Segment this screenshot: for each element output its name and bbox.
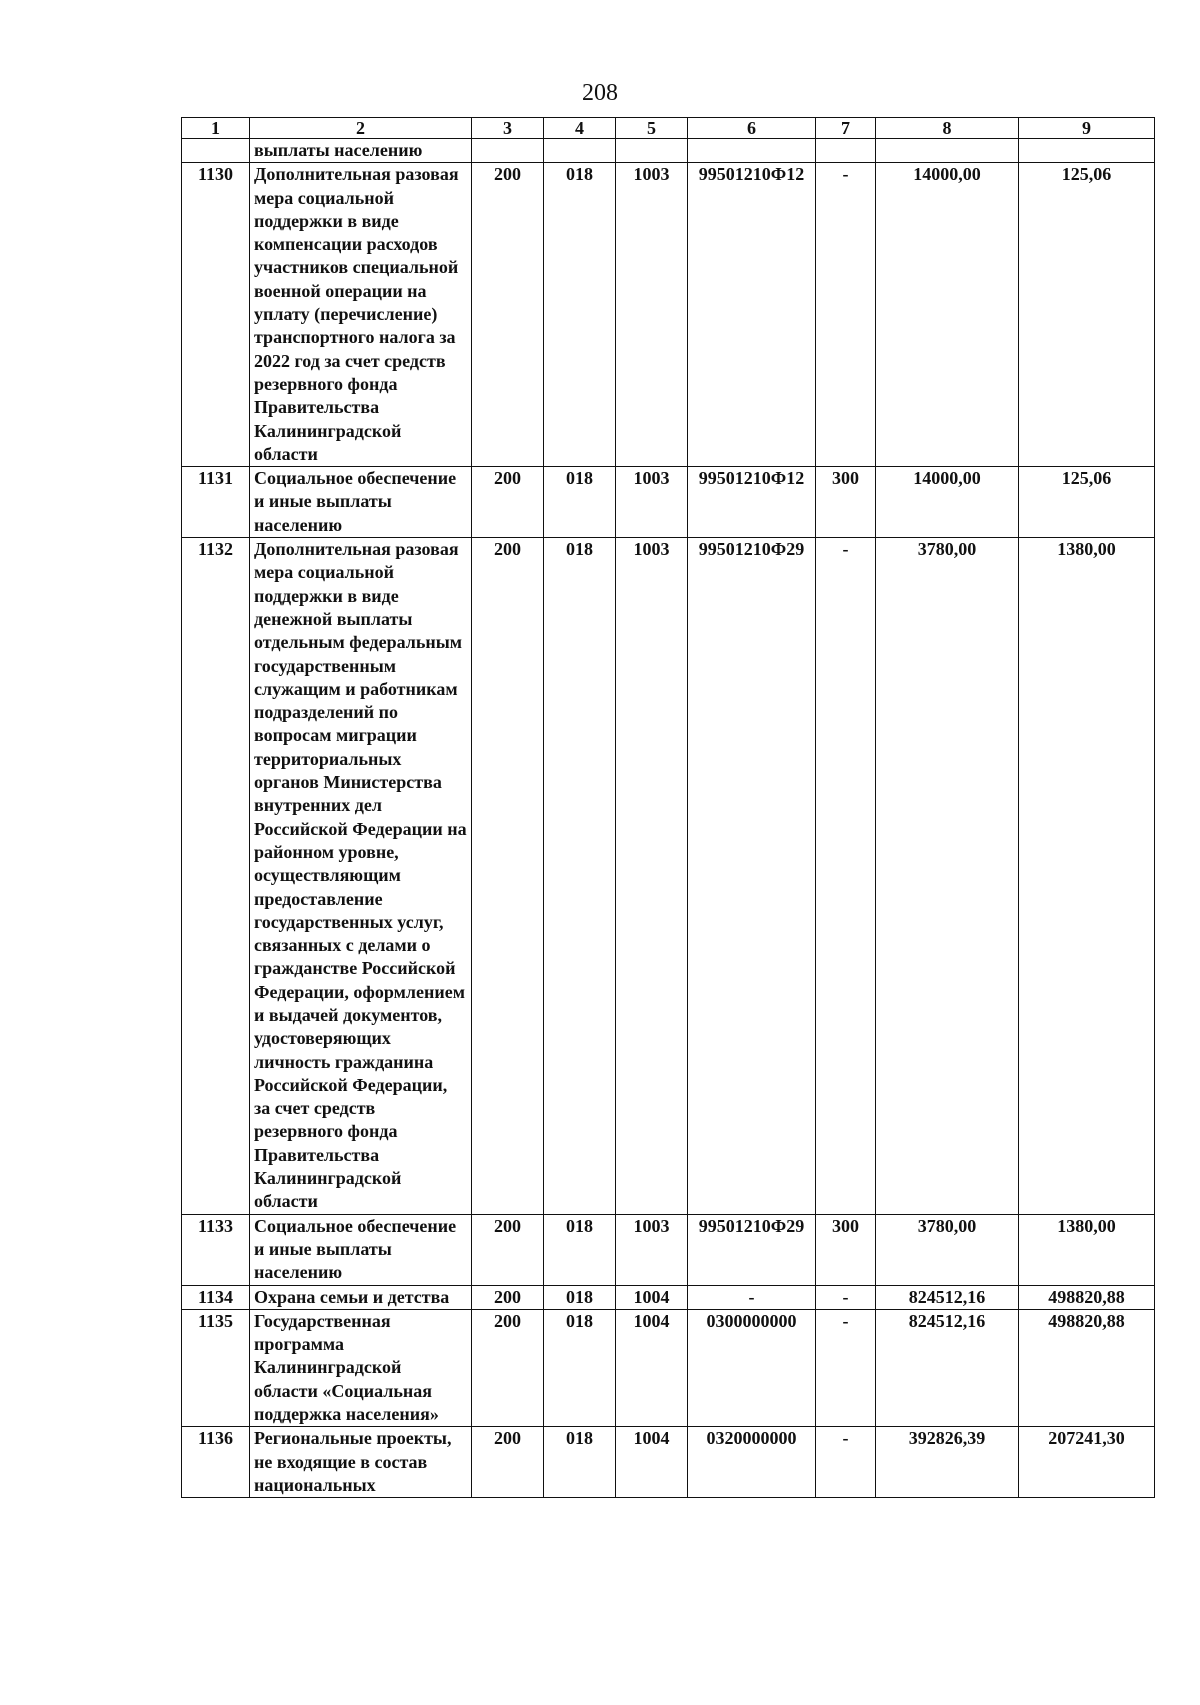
code-cell: -: [816, 1309, 876, 1426]
row-id-cell: 1136: [182, 1427, 250, 1498]
column-header: 9: [1019, 118, 1155, 139]
table-row: [182, 163, 1155, 467]
code-cell: [688, 139, 816, 163]
row-id-cell: 1131: [182, 467, 250, 538]
code-cell: 0300000000: [688, 1309, 816, 1426]
amount-cell: 14000,00: [876, 163, 1019, 467]
column-header: 2: [250, 118, 472, 139]
amount-cell: 498820,88: [1019, 1309, 1155, 1426]
code-cell: 99501210Ф29: [688, 1214, 816, 1285]
code-cell: -: [816, 538, 876, 1215]
table-row: [182, 1285, 1155, 1309]
amount-cell: 14000,00: [876, 467, 1019, 538]
code-cell: 300: [816, 467, 876, 538]
column-header: 5: [616, 118, 688, 139]
description-cell: Охрана семьи и детства: [250, 1285, 472, 1309]
description-cell: Дополнительная разовая мера социальной поддержки в виде компенсации расходов участников специальной военной операции на уплату (перечисление) транспортного налога за 2022 год за счет средств резервного фонда Правительства Калининградской области: [250, 163, 472, 467]
header-row: [182, 118, 1155, 139]
page-number: 208: [582, 80, 618, 106]
code-cell: 200: [472, 1285, 544, 1309]
code-cell: 99501210Ф12: [688, 163, 816, 467]
budget-table: [181, 117, 1155, 1498]
code-cell: 1003: [616, 467, 688, 538]
code-cell: 018: [544, 1214, 616, 1285]
amount-cell: 1380,00: [1019, 538, 1155, 1215]
amount-cell: 392826,39: [876, 1427, 1019, 1498]
amount-cell: [876, 139, 1019, 163]
code-cell: 0320000000: [688, 1427, 816, 1498]
description-cell: выплаты населению: [250, 139, 472, 163]
amount-cell: 824512,16: [876, 1309, 1019, 1426]
code-cell: 018: [544, 538, 616, 1215]
description-cell: Социальное обеспечение и иные выплаты населению: [250, 1214, 472, 1285]
code-cell: -: [816, 163, 876, 467]
table-row: [182, 1214, 1155, 1285]
code-cell: -: [816, 1285, 876, 1309]
code-cell: [472, 139, 544, 163]
column-header: 8: [876, 118, 1019, 139]
row-id-cell: [182, 139, 250, 163]
table-row: [182, 139, 1155, 163]
column-header: 7: [816, 118, 876, 139]
code-cell: [616, 139, 688, 163]
code-cell: 018: [544, 1285, 616, 1309]
code-cell: 018: [544, 467, 616, 538]
amount-cell: [1019, 139, 1155, 163]
code-cell: 018: [544, 163, 616, 467]
code-cell: 018: [544, 1309, 616, 1426]
amount-cell: 125,06: [1019, 163, 1155, 467]
code-cell: -: [816, 1427, 876, 1498]
code-cell: 1003: [616, 1214, 688, 1285]
code-cell: 99501210Ф12: [688, 467, 816, 538]
code-cell: 1004: [616, 1285, 688, 1309]
row-id-cell: 1133: [182, 1214, 250, 1285]
amount-cell: 498820,88: [1019, 1285, 1155, 1309]
table-row: [182, 538, 1155, 1215]
row-id-cell: 1130: [182, 163, 250, 467]
code-cell: [816, 139, 876, 163]
table-row: [182, 1427, 1155, 1498]
description-cell: Социальное обеспечение и иные выплаты населению: [250, 467, 472, 538]
amount-cell: 824512,16: [876, 1285, 1019, 1309]
code-cell: [544, 139, 616, 163]
description-cell: Дополнительная разовая мера социальной поддержки в виде денежной выплаты отдельным федеральным государственным служащим и работникам подразделений по вопросам миграции территориальных органов Министерства внутренних дел Российской Федерации на районном уровне, осуществляющим предоставление государственных услуг, связанных с делами о гражданстве Российской Федерации, оформлением и выдачей документов, удостоверяющих личность гражданина Российской Федерации, за счет средств резервного фонда Правительства Калининградской области: [250, 538, 472, 1215]
column-header: 3: [472, 118, 544, 139]
code-cell: 018: [544, 1427, 616, 1498]
amount-cell: 3780,00: [876, 1214, 1019, 1285]
code-cell: 300: [816, 1214, 876, 1285]
amount-cell: 125,06: [1019, 467, 1155, 538]
column-header: 4: [544, 118, 616, 139]
row-id-cell: 1132: [182, 538, 250, 1215]
column-header: 6: [688, 118, 816, 139]
row-id-cell: 1135: [182, 1309, 250, 1426]
code-cell: 200: [472, 538, 544, 1215]
description-cell: Государственная программа Калининградской области «Социальная поддержка населения»: [250, 1309, 472, 1426]
description-cell: Региональные проекты, не входящие в состав национальных: [250, 1427, 472, 1498]
code-cell: -: [688, 1285, 816, 1309]
code-cell: 200: [472, 1214, 544, 1285]
code-cell: 1004: [616, 1309, 688, 1426]
code-cell: 200: [472, 1427, 544, 1498]
amount-cell: 207241,30: [1019, 1427, 1155, 1498]
code-cell: 99501210Ф29: [688, 538, 816, 1215]
amount-cell: 1380,00: [1019, 1214, 1155, 1285]
column-header: 1: [182, 118, 250, 139]
code-cell: 200: [472, 1309, 544, 1426]
code-cell: 200: [472, 163, 544, 467]
code-cell: 1003: [616, 163, 688, 467]
amount-cell: 3780,00: [876, 538, 1019, 1215]
row-id-cell: 1134: [182, 1285, 250, 1309]
code-cell: 1003: [616, 538, 688, 1215]
code-cell: 200: [472, 467, 544, 538]
code-cell: 1004: [616, 1427, 688, 1498]
table-row: [182, 467, 1155, 538]
table-row: [182, 1309, 1155, 1426]
